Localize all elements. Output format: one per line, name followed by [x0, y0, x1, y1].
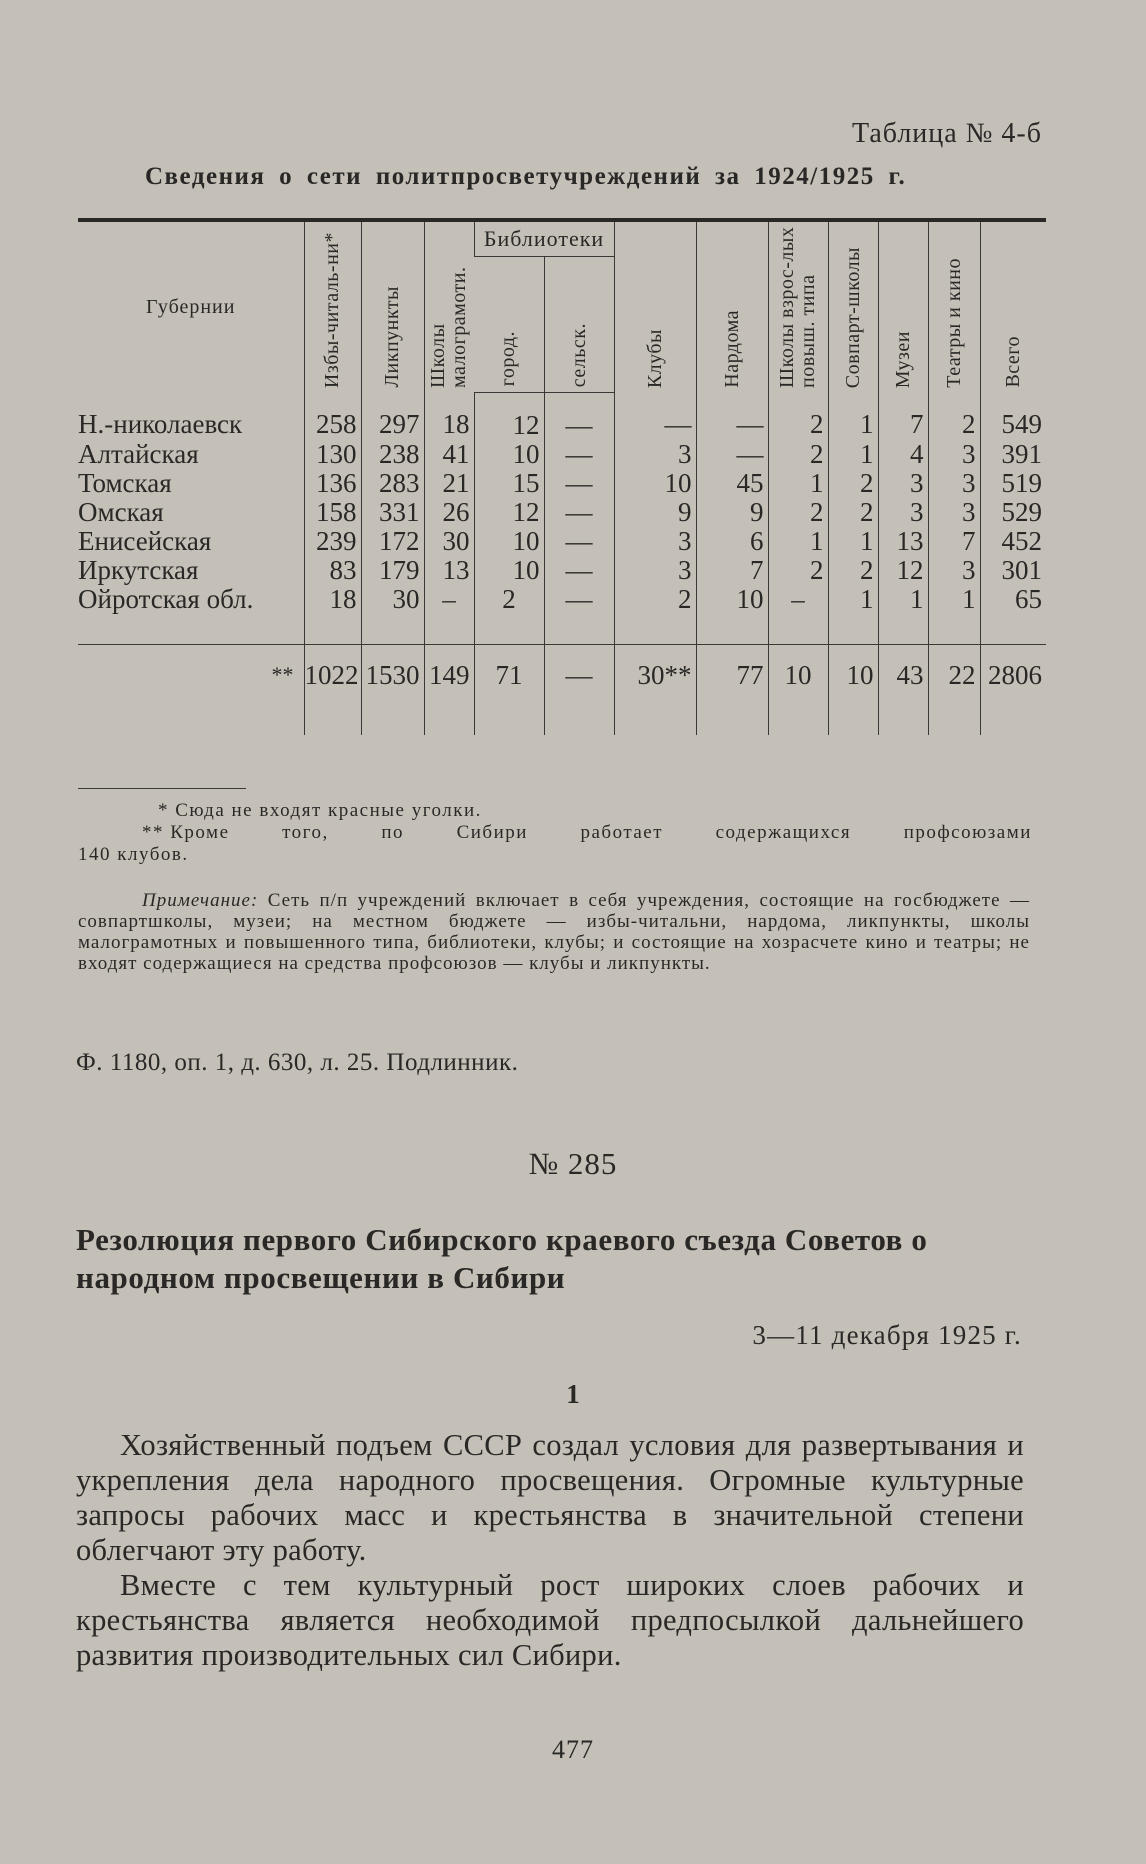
totals-label: ** [78, 644, 304, 735]
column-header-theaters: Театры и кино [928, 220, 980, 392]
column-header-clubs: Клубы [614, 220, 696, 392]
footnote-2-continuation: 140 клубов. [78, 844, 189, 865]
statistics-table [78, 218, 1046, 735]
table-row: Ойротская обл. 18 30 – 2 — 2 10 – 1 1 1 65 [78, 585, 1046, 645]
table-number: Таблица № 4-б [851, 118, 1042, 149]
table-title: Сведения о сети политпросветучреждений за 1924/1925 г. [145, 163, 907, 190]
footnote-2: ** Кроме того, по Сибири работает содержащихся профсоюзами [142, 822, 1032, 843]
region-name: Иркутская [78, 554, 199, 585]
region-name: Ойротская обл. [78, 583, 254, 614]
region-name: Алтайская [78, 438, 199, 469]
column-header-libraries: Библиотеки [474, 220, 614, 257]
document-title: Резолюция первого Сибирского краевого съезда Советов о народном просвещении в Сибири [76, 1222, 928, 1295]
table-row: Енисейская 239 172 30 10 — 3 6 1 1 13 7 452 [78, 527, 1046, 556]
body-text [76, 1428, 1024, 1673]
paragraph: Вместе с тем культурный рост широких слоев рабочих и крестьянства является необходимой предпосылкой дальнейшего развития производительных сил Сибири. [76, 1568, 1024, 1672]
page-number: 477 [552, 1735, 594, 1764]
table-row: Н.-николаевск 258 297 18 12 — — — 2 1 7 2 549 [78, 392, 1046, 440]
column-header-region: Губернии [78, 220, 304, 392]
column-header-nardoma: Нардома [696, 220, 768, 392]
column-header-total: Всего [980, 220, 1046, 392]
column-header-illiteracy-schools: Школы малограмоти. [424, 220, 474, 392]
column-header-adult-schools: Школы взрос-лых повыш. типа [768, 220, 828, 392]
archive-source: Ф. 1180, оп. 1, д. 630, л. 25. Подлинник. [76, 1049, 519, 1076]
column-header-likpunkty: Ликпункты [361, 220, 424, 392]
column-header-museums: Музеи [878, 220, 928, 392]
document-date: 3—11 декабря 1925 г. [752, 1320, 1022, 1350]
table-row: Алтайская 130 238 41 10 — 3 — 2 1 4 3 391 [78, 440, 1046, 469]
section-number: 1 [566, 1379, 580, 1409]
document-number: № 285 [528, 1146, 618, 1181]
column-header-sovparty-schools: Совпарт-школы [828, 220, 878, 392]
column-header-reading-huts: Избы-читаль-ни* [304, 220, 361, 392]
table-row: Иркутская 83 179 13 10 — 3 7 2 2 12 3 301 [78, 556, 1046, 585]
region-name: Томская [78, 467, 172, 498]
table-note [78, 890, 1030, 974]
note-text: Сеть п/п учреждений включает в себя учреждения, состоящие на госбюджете — совпартшколы, музеи; на местном бюджете — избы-читальни, нардома, ликпункты, школы малограмотных и повышенного типа, библиотеки, клубы; и состоящие на хозрасчете кино и театры; не входят содержащиеся на средства профсоюзов — клубы и ликпункты. [78, 890, 1030, 974]
paragraph: Хозяйственный подъем СССР создал условия для развертывания и укрепления дела народного просвещения. Огромные культурные запросы рабочих масс и крестьянства в значительной степени облегчают эту работу. [76, 1428, 1024, 1567]
table-row: Томская 136 283 21 15 — 10 45 1 2 3 3 519 [78, 469, 1046, 498]
column-header-libraries-rural: сельск. [544, 257, 614, 393]
footnote-divider [78, 788, 246, 789]
column-header-libraries-city: город. [474, 257, 544, 393]
table-row: Омская 158 331 26 12 — 9 9 2 2 3 3 529 [78, 498, 1046, 527]
region-name: Енисейская [78, 525, 212, 556]
note-label: Примечание: [142, 890, 259, 911]
footnote-1: * Сюда не входят красные уголки. [158, 800, 482, 821]
region-name: Н.-николаевск [78, 409, 243, 440]
totals-row: ** 1022 1530 149 71 — 30** 77 10 10 43 22 2806 [78, 644, 1046, 735]
region-name: Омская [78, 496, 164, 527]
